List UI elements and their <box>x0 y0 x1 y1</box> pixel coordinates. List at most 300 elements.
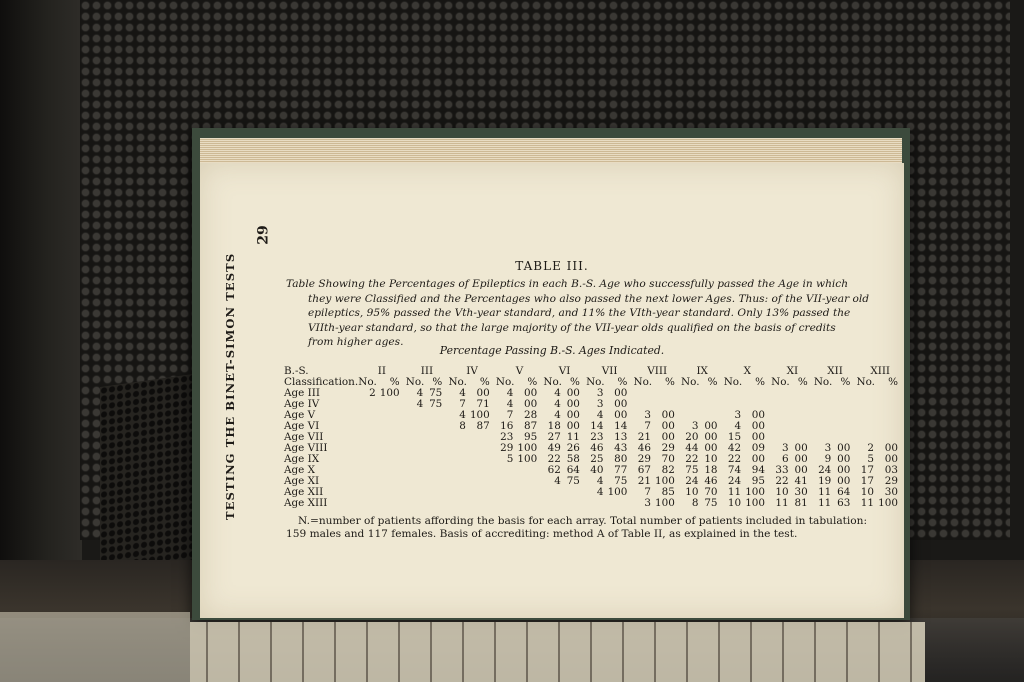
header-no: No. <box>813 376 833 388</box>
cell-count: 7 <box>506 409 514 421</box>
cell-percent: 00 <box>476 387 490 399</box>
header-pct: % <box>389 376 400 388</box>
cell-percent: 95 <box>524 431 538 443</box>
cell-count: 29 <box>500 442 514 454</box>
row-label: Age III <box>284 387 320 399</box>
cell-percent: 28 <box>524 409 538 421</box>
cell-percent <box>380 454 406 465</box>
cell-percent <box>565 487 586 498</box>
table-title: TABLE III. <box>515 259 589 273</box>
cell-count: 3 <box>596 398 604 410</box>
cell-percent: 03 <box>884 464 898 476</box>
header-age: II <box>377 365 386 377</box>
cell-count <box>496 476 518 487</box>
cell-percent <box>380 476 406 487</box>
cell-percent: 00 <box>661 409 675 421</box>
cell-count: 4 <box>459 409 466 421</box>
cell-percent: 100 <box>517 453 538 465</box>
cell-percent <box>380 498 406 509</box>
cell-count: 29 <box>637 453 652 465</box>
caption-line: they were Classified and the Percentages who also passed the next lower Ages. Thus: of the VII-year old <box>308 292 870 305</box>
cell-count: 7 <box>644 420 652 432</box>
header-no: No. <box>405 376 425 388</box>
cell-count: 7 <box>459 398 466 410</box>
cell-percent: 00 <box>837 442 851 454</box>
cell-count: 5 <box>867 453 874 465</box>
cell-percent <box>427 454 448 465</box>
cell-percent: 00 <box>704 442 718 454</box>
cell-percent <box>878 388 904 399</box>
cell-count: 7 <box>644 486 652 498</box>
cell-count <box>814 410 836 421</box>
header-age: III <box>420 365 434 377</box>
cell-percent <box>835 410 856 421</box>
header-no: No. <box>771 376 790 388</box>
cell-count: 27 <box>547 431 561 443</box>
cell-percent <box>745 388 771 399</box>
header-age: X <box>743 365 751 377</box>
cell-count <box>856 421 878 432</box>
table-row <box>284 498 904 509</box>
cell-count: 22 <box>547 453 561 465</box>
cell-count: 21 <box>637 475 652 487</box>
cell-count: 11 <box>860 497 874 509</box>
book-page <box>200 163 904 618</box>
cell-count <box>406 410 428 421</box>
cell-count: 24 <box>727 475 742 487</box>
cell-count: 3 <box>644 409 652 421</box>
cell-percent: 00 <box>837 453 851 465</box>
cell-count: 2 <box>369 387 376 399</box>
cell-count <box>358 399 380 410</box>
row-label: Age V <box>284 409 316 421</box>
cell-count <box>771 421 793 432</box>
cell-percent: 00 <box>837 464 851 476</box>
header-no: No. <box>856 376 875 388</box>
cell-percent: 30 <box>794 486 808 498</box>
cell-count: 11 <box>818 497 832 509</box>
cell-percent <box>470 432 496 443</box>
cell-percent: 00 <box>751 409 766 421</box>
cell-count: 4 <box>554 475 561 487</box>
cell-count <box>771 399 793 410</box>
cell-percent <box>517 465 543 476</box>
header-no: No. <box>681 376 700 388</box>
cell-count: 17 <box>860 464 874 476</box>
header-pct: % <box>432 376 443 388</box>
cell-count <box>406 487 428 498</box>
cell-percent: 75 <box>429 398 443 410</box>
cell-count: 3 <box>824 442 832 454</box>
cell-percent: 00 <box>884 453 898 465</box>
cell-count: 8 <box>691 497 699 509</box>
cell-count: 4 <box>506 387 514 399</box>
cell-percent <box>427 487 448 498</box>
cell-count <box>358 498 380 509</box>
cell-count: 22 <box>775 475 789 487</box>
cell-count <box>406 454 428 465</box>
cell-percent <box>517 487 543 498</box>
cell-percent: 95 <box>751 475 766 487</box>
next-page-reflection <box>190 622 925 682</box>
cell-count <box>448 432 470 443</box>
header-no: No. <box>495 376 515 388</box>
cell-percent: 100 <box>607 486 628 498</box>
header-no: No. <box>586 376 605 388</box>
cell-percent: 100 <box>745 497 766 509</box>
cell-count: 4 <box>554 387 561 399</box>
cell-count: 4 <box>416 398 424 410</box>
cell-count <box>406 465 428 476</box>
cell-count: 11 <box>775 497 789 509</box>
cell-percent <box>427 498 448 509</box>
cell-count: 2 <box>867 442 874 454</box>
table-caption <box>286 277 874 350</box>
cell-percent: 00 <box>794 464 808 476</box>
cell-percent <box>427 443 448 454</box>
caption-line: Table Showing the Percentages of Epileptics in each B.-S. Age who successfully passed the Age in which <box>286 278 849 290</box>
cell-percent <box>517 498 543 509</box>
cell-percent: 00 <box>614 409 628 421</box>
header-age: VI <box>558 365 571 377</box>
cell-percent <box>878 399 904 410</box>
cell-percent: 00 <box>524 398 538 410</box>
cell-percent: 00 <box>704 420 718 432</box>
cell-count: 10 <box>685 486 699 498</box>
cell-count: 14 <box>590 420 604 432</box>
cell-percent <box>835 388 856 399</box>
cell-count <box>856 399 878 410</box>
cell-count <box>448 465 470 476</box>
table-note: N.=number of patients affording the basis for each array. Total number of patients included in tabulation: 159 males and 117 females. Basis of accrediting: method A of Table II, as explained in the test. <box>286 515 868 541</box>
cell-percent <box>427 465 448 476</box>
cell-count <box>448 443 470 454</box>
cell-count <box>633 388 655 399</box>
cell-count: 16 <box>500 420 514 432</box>
cell-count: 4 <box>459 387 466 399</box>
cell-count <box>358 454 380 465</box>
cell-percent <box>380 432 406 443</box>
cell-percent: 00 <box>884 442 898 454</box>
cell-percent: 00 <box>794 442 808 454</box>
cell-count <box>771 410 793 421</box>
cell-count <box>448 476 470 487</box>
cell-percent <box>793 410 814 421</box>
cell-percent: 75 <box>704 497 718 509</box>
cell-percent: 75 <box>566 475 580 487</box>
header-pct: % <box>840 376 851 388</box>
facing-page-reflection <box>0 612 190 682</box>
header-age: XIII <box>870 365 891 377</box>
cell-count: 3 <box>691 420 699 432</box>
header-pct: % <box>707 376 718 388</box>
header-pct: % <box>570 376 580 388</box>
cell-percent <box>380 410 406 421</box>
cell-percent: 94 <box>751 464 766 476</box>
cell-count <box>814 388 836 399</box>
cell-count: 4 <box>554 409 561 421</box>
background-left <box>0 0 82 560</box>
cell-percent <box>470 465 496 476</box>
cell-percent <box>427 421 448 432</box>
cell-count: 11 <box>727 486 742 498</box>
cell-percent: 00 <box>704 431 718 443</box>
row-label: Age IV <box>284 398 320 410</box>
cell-count <box>406 498 428 509</box>
cell-percent: 81 <box>794 497 808 509</box>
cell-count: 17 <box>860 475 874 487</box>
cell-count <box>724 388 746 399</box>
header-pct: % <box>797 376 808 388</box>
cell-percent <box>793 421 814 432</box>
cell-percent: 00 <box>566 387 580 399</box>
cell-count: 22 <box>727 453 742 465</box>
cell-percent <box>703 399 724 410</box>
cell-percent <box>470 487 496 498</box>
cell-percent <box>608 498 634 509</box>
cell-percent: 87 <box>476 420 490 432</box>
cell-count: 46 <box>637 442 652 454</box>
cell-count: 4 <box>506 398 514 410</box>
cell-count <box>814 421 836 432</box>
cell-count: 49 <box>547 442 561 454</box>
cell-percent: 100 <box>878 497 898 509</box>
cell-percent: 13 <box>614 431 628 443</box>
header-age: V <box>515 365 524 377</box>
cell-count <box>681 388 703 399</box>
row-label: Age VIII <box>284 442 328 454</box>
cell-count <box>358 443 380 454</box>
table-row <box>284 476 904 487</box>
cell-count <box>771 388 793 399</box>
cell-percent: 64 <box>566 464 580 476</box>
cell-percent <box>380 465 406 476</box>
header-row-no-pct <box>284 377 904 388</box>
cell-percent: 00 <box>566 420 580 432</box>
cell-percent: 71 <box>476 398 490 410</box>
cell-count: 3 <box>596 387 604 399</box>
cell-count: 4 <box>596 475 604 487</box>
cell-percent: 100 <box>379 387 400 399</box>
header-classification: Classification. <box>284 376 359 388</box>
row-label: Age X <box>284 464 316 476</box>
cell-count <box>681 399 703 410</box>
cell-count: 18 <box>547 420 561 432</box>
cell-count <box>856 388 878 399</box>
header-age: IV <box>466 365 478 377</box>
table-row <box>284 487 904 498</box>
cell-percent <box>427 410 448 421</box>
cell-count <box>358 476 380 487</box>
table-row <box>284 399 904 410</box>
cell-percent <box>380 421 406 432</box>
cell-count <box>406 443 428 454</box>
row-label: Age XIII <box>284 497 328 509</box>
cell-count <box>448 454 470 465</box>
header-no: No. <box>723 376 743 388</box>
running-head: TESTING THE BINET-SIMON TESTS <box>223 252 237 520</box>
cell-count: 42 <box>727 442 742 454</box>
cell-percent: 00 <box>837 475 851 487</box>
cell-percent <box>793 388 814 399</box>
cell-count: 4 <box>596 486 604 498</box>
cell-percent <box>878 410 904 421</box>
cell-count <box>406 476 428 487</box>
cell-percent <box>427 432 448 443</box>
cell-percent: 82 <box>661 464 675 476</box>
row-label: Age XI <box>284 475 320 487</box>
row-label: Age IX <box>284 453 320 465</box>
cell-count: 9 <box>824 453 832 465</box>
header-no: No. <box>358 376 377 388</box>
table-body <box>284 388 904 509</box>
cell-percent: 70 <box>704 486 718 498</box>
cell-percent: 100 <box>469 409 490 421</box>
cell-count: 44 <box>685 442 699 454</box>
cell-percent: 10 <box>704 453 718 465</box>
header-pct: % <box>527 376 538 388</box>
page-edges <box>200 138 902 164</box>
header-no: No. <box>633 376 653 388</box>
cell-percent: 14 <box>614 420 628 432</box>
cell-count: 24 <box>685 475 699 487</box>
header-age: XI <box>786 365 799 377</box>
cell-percent: 58 <box>566 453 580 465</box>
cell-count: 10 <box>727 497 742 509</box>
cell-percent: 30 <box>884 486 898 498</box>
cell-percent <box>470 498 496 509</box>
cell-percent: 75 <box>614 475 628 487</box>
row-label: Age VI <box>284 420 320 432</box>
cell-percent: 63 <box>837 497 851 509</box>
cell-count: 3 <box>644 497 652 509</box>
cell-percent <box>427 476 448 487</box>
cell-percent <box>517 476 543 487</box>
cell-count <box>496 465 518 476</box>
cell-count <box>448 498 470 509</box>
caption-line: epileptics, 95% passed the Vth-year standard, and 11% the VIth-year standard. Only 13% passed the <box>308 307 851 320</box>
cell-count <box>358 410 380 421</box>
cell-percent: 100 <box>655 497 675 509</box>
cell-count <box>358 487 380 498</box>
cell-count: 10 <box>860 486 874 498</box>
cell-percent: 64 <box>837 486 851 498</box>
cell-count: 75 <box>685 464 699 476</box>
header-pct: % <box>755 376 766 388</box>
cell-percent: 00 <box>661 420 675 432</box>
cell-percent: 70 <box>661 453 675 465</box>
cell-percent: 75 <box>429 387 443 399</box>
cell-percent <box>793 399 814 410</box>
cell-count: 8 <box>459 420 466 432</box>
cell-count <box>814 399 836 410</box>
table-row <box>284 465 904 476</box>
cell-percent <box>655 388 681 399</box>
header-pct: % <box>479 376 490 388</box>
cell-percent: 80 <box>614 453 628 465</box>
caption-line: VIIth-year standard, so that the large majority of the VII-year olds qualified on the basis of credits <box>308 321 836 334</box>
cell-count: 4 <box>734 420 742 432</box>
cell-count: 15 <box>727 431 742 443</box>
cell-count: 11 <box>818 486 832 498</box>
header-no: No. <box>448 376 467 388</box>
cell-percent: 00 <box>614 398 628 410</box>
cell-percent: 26 <box>566 442 580 454</box>
cell-percent: 100 <box>745 486 766 498</box>
cell-count: 21 <box>637 431 652 443</box>
cell-count: 6 <box>782 453 789 465</box>
cell-percent <box>835 399 856 410</box>
row-label: Age VII <box>284 431 324 443</box>
cell-count <box>358 421 380 432</box>
caption-line: from higher ages. <box>308 336 404 349</box>
cell-count: 23 <box>500 431 514 443</box>
cell-count <box>543 498 565 509</box>
cell-percent: 85 <box>661 486 675 498</box>
cell-percent: 00 <box>524 387 538 399</box>
cell-percent: 09 <box>751 442 766 454</box>
header-pct: % <box>888 376 898 388</box>
cell-percent: 00 <box>751 453 766 465</box>
cell-count: 23 <box>590 431 604 443</box>
cell-percent: 46 <box>704 475 718 487</box>
cell-count <box>406 421 428 432</box>
header-no: No. <box>543 376 562 388</box>
cell-count <box>586 498 608 509</box>
cell-percent: 00 <box>794 453 808 465</box>
cell-count: 4 <box>554 398 561 410</box>
cell-percent: 41 <box>794 475 808 487</box>
cell-count <box>406 432 428 443</box>
cell-percent: 100 <box>517 442 538 454</box>
cell-count: 24 <box>818 464 832 476</box>
header-age: IX <box>696 365 708 377</box>
header-pct: % <box>617 376 628 388</box>
cell-percent: 77 <box>614 464 628 476</box>
cell-count: 4 <box>416 387 424 399</box>
cell-percent: 18 <box>704 464 718 476</box>
cell-percent: 00 <box>614 387 628 399</box>
header-pct: % <box>665 376 675 388</box>
cell-percent <box>835 421 856 432</box>
cell-count: 4 <box>596 409 604 421</box>
cell-count: 10 <box>775 486 789 498</box>
cell-percent: 00 <box>566 409 580 421</box>
cell-percent <box>380 443 406 454</box>
table-row <box>284 388 904 399</box>
cell-percent: 00 <box>751 420 766 432</box>
cell-percent: 43 <box>614 442 628 454</box>
data-table <box>284 366 904 509</box>
page-number: 29 <box>255 225 272 245</box>
header-age: XII <box>827 365 843 377</box>
table-subtitle: Percentage Passing B.-S. Ages Indicated. <box>439 344 665 357</box>
cell-percent <box>470 454 496 465</box>
header-bs: B.-S. <box>284 365 309 377</box>
cell-count: 74 <box>727 464 742 476</box>
cell-percent <box>470 476 496 487</box>
row-label: Age XII <box>284 486 324 498</box>
cell-count: 22 <box>685 453 699 465</box>
cell-count <box>496 487 518 498</box>
header-age: VIII <box>647 365 668 377</box>
cell-count <box>543 487 565 498</box>
cell-count: 25 <box>590 453 604 465</box>
header-age: VII <box>601 365 618 377</box>
cell-percent <box>565 498 586 509</box>
cell-percent: 11 <box>566 431 580 443</box>
cell-percent: 100 <box>655 475 675 487</box>
